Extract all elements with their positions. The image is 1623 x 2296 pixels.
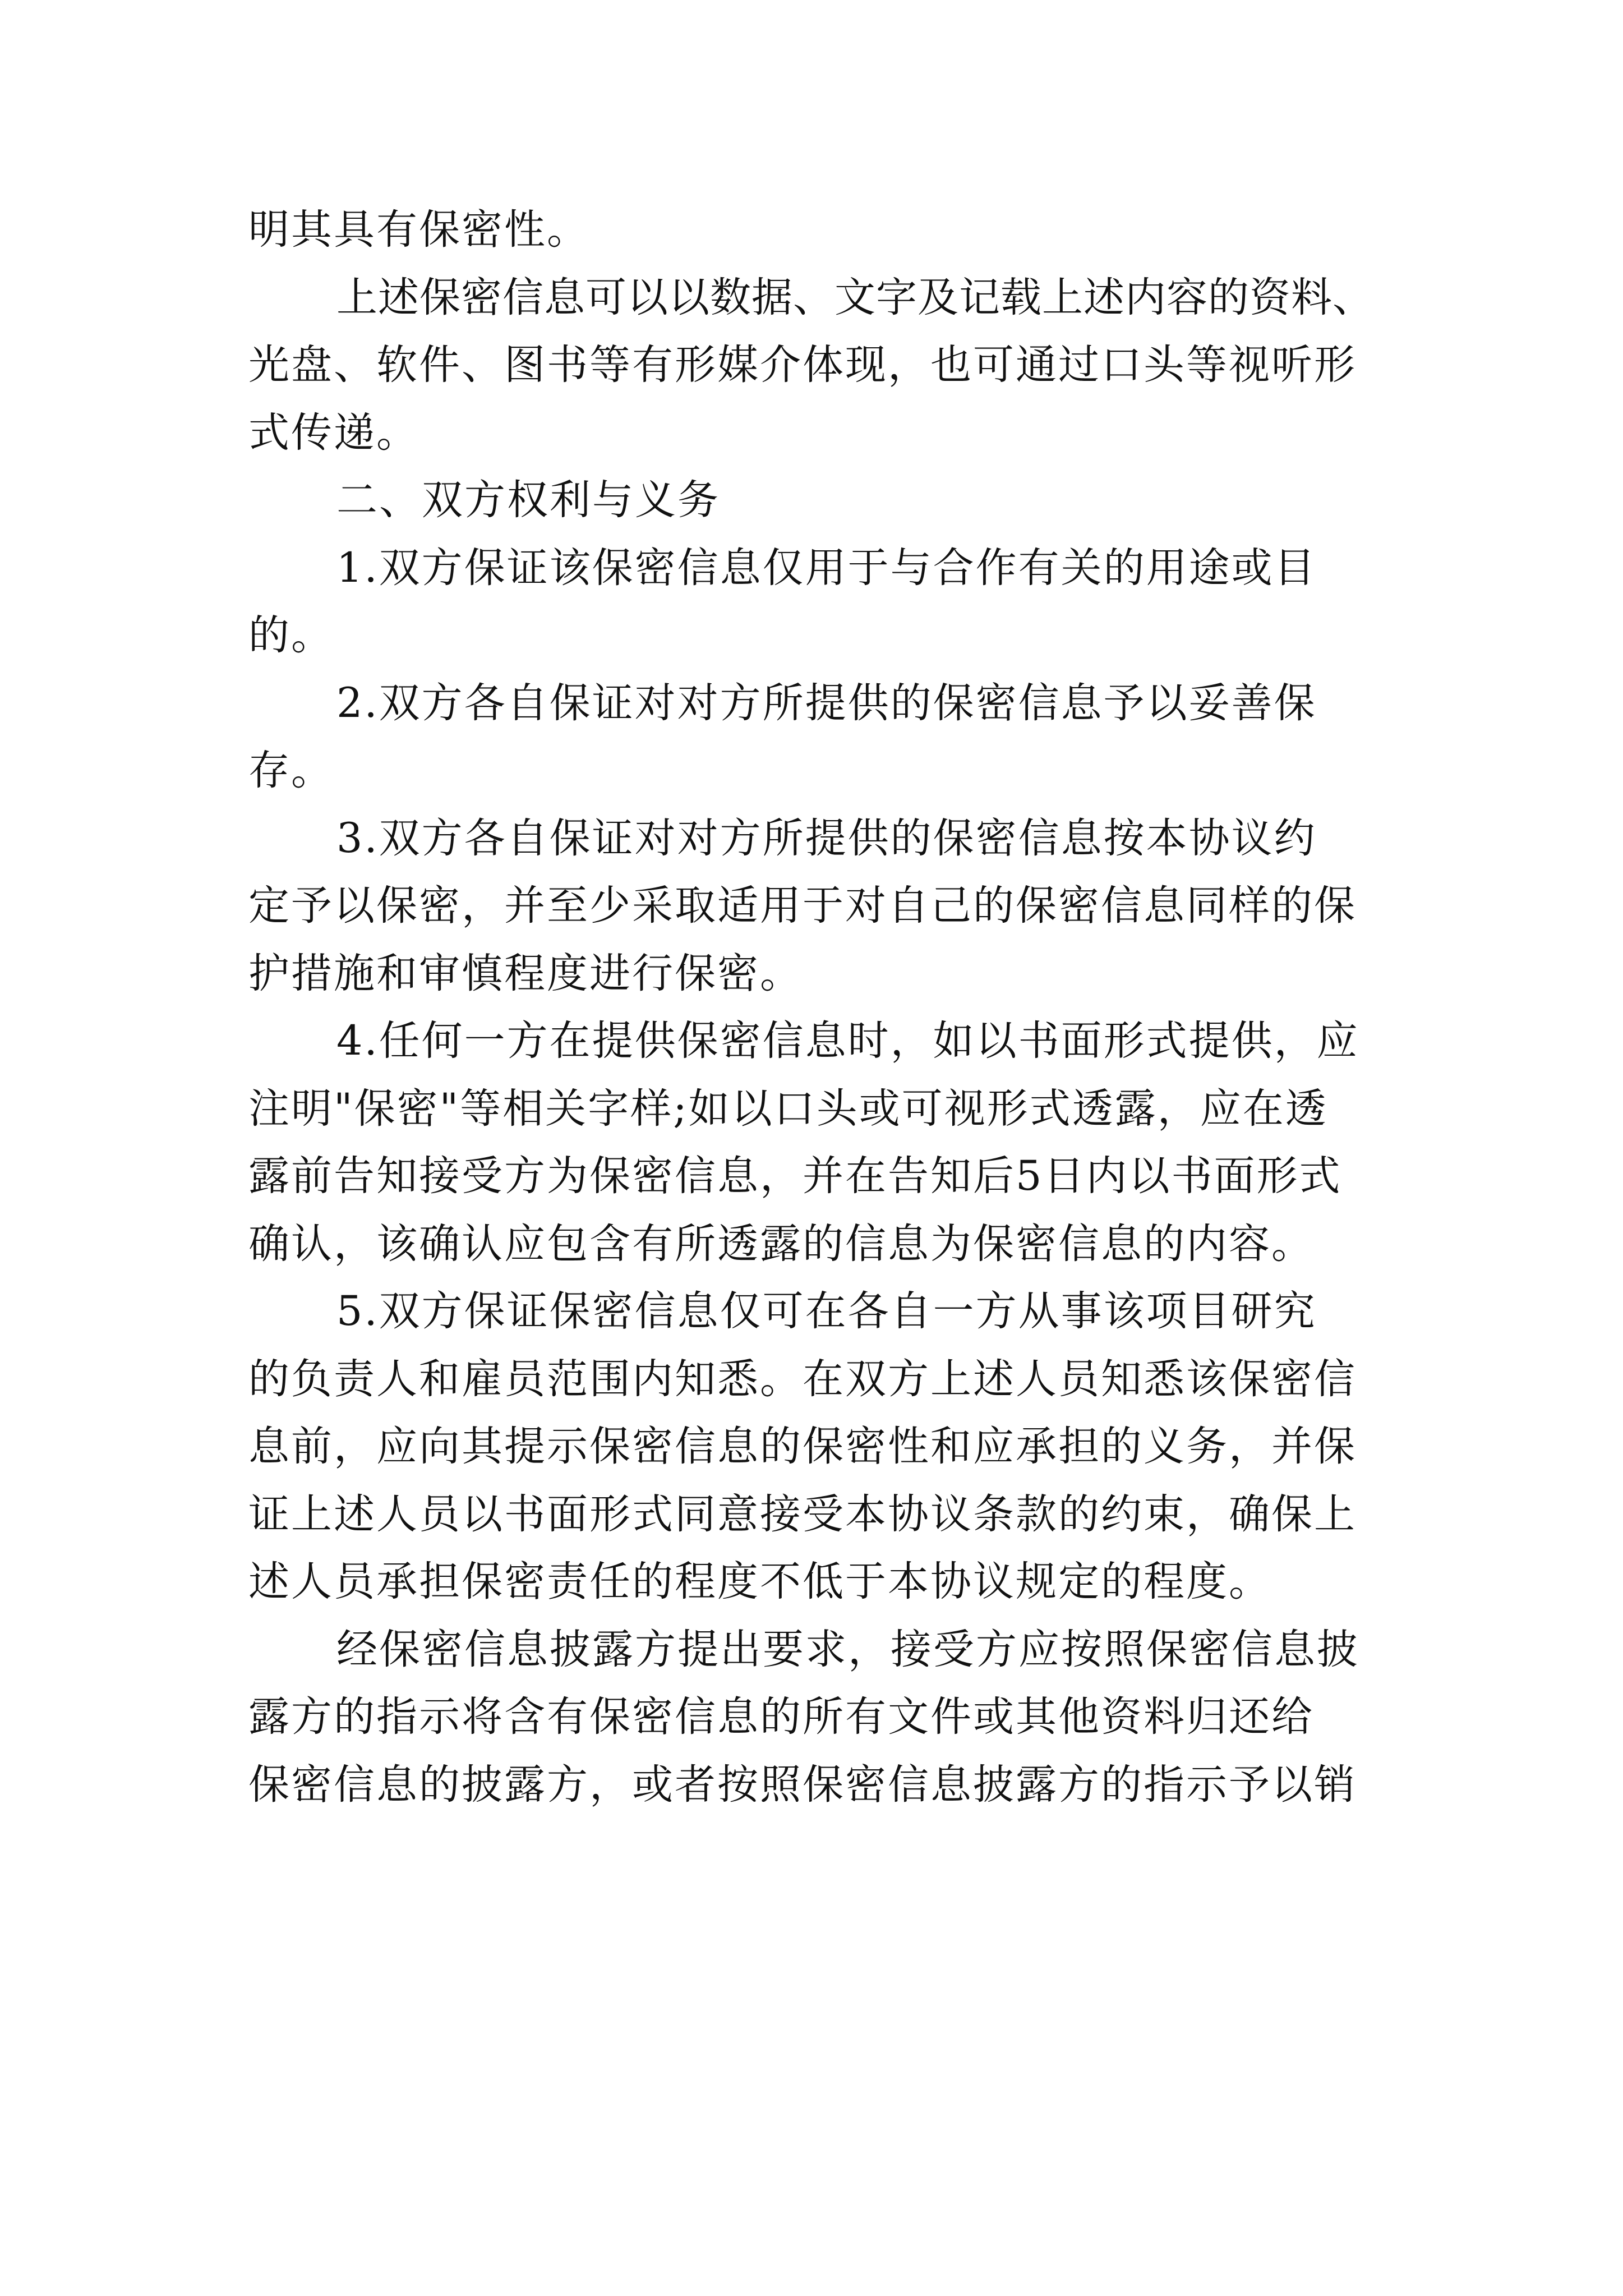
text-line: 的。: [248, 611, 334, 659]
text-line: 息前，应向其提示保密信息的保密性和应承担的义务，并保: [248, 1423, 1357, 1470]
text-line: 护措施和审慎程度进行保密。: [248, 949, 803, 997]
text-line: 明其具有保密性。: [248, 206, 589, 254]
text-line: 定予以保密，并至少采取适用于对自己的保密信息同样的保: [248, 882, 1357, 930]
text-line: 的负责人和雇员范围内知悉。在双方上述人员知悉该保密信: [248, 1355, 1357, 1403]
text-line: 式传递。: [248, 408, 419, 457]
text-line: 露前告知接受方为保密信息，并在告知后5日内以书面形式: [248, 1152, 1342, 1200]
text-line: 注明"保密"等相关字样;如以口头或可视形式透露，应在透: [248, 1084, 1328, 1133]
clause-1: 1.双方保证该保密信息仅用于与合作有关的用途或目: [336, 544, 1317, 592]
clause-5: 5.双方保证保密信息仅可在各自一方从事该项目研究: [336, 1287, 1317, 1335]
text-line: 光盘、软件、图书等有形媒介体现，也可通过口头等视听形: [248, 341, 1357, 389]
clause-3: 3.双方各自保证对对方所提供的保密信息按本协议约: [336, 814, 1317, 862]
text-line: 确认，该确认应包含有所透露的信息为保密信息的内容。: [248, 1220, 1314, 1268]
clause-2: 2.双方各自保证对对方所提供的保密信息予以妥善保: [336, 679, 1317, 727]
paragraph-start: 经保密信息披露方提出要求，接受方应按照保密信息披: [336, 1625, 1359, 1673]
text-line: 证上述人员以书面形式同意接受本协议条款的约束，确保上: [248, 1490, 1357, 1538]
text-line: 述人员承担保密责任的程度不低于本协议规定的程度。: [248, 1558, 1271, 1605]
section-heading: 二、双方权利与义务: [336, 476, 720, 524]
body-text: [248, 196, 1393, 1819]
clause-4: 4.任何一方在提供保密信息时，如以书面形式提供，应: [336, 1017, 1359, 1065]
text-line: 存。: [248, 747, 334, 794]
text-line: 露方的指示将含有保密信息的所有文件或其他资料归还给: [248, 1693, 1314, 1741]
paragraph-start: 上述保密信息可以以数据、文字及记载上述内容的资料、: [336, 273, 1374, 321]
text-line: 保密信息的披露方，或者按照保密信息披露方的指示予以销: [248, 1760, 1357, 1809]
